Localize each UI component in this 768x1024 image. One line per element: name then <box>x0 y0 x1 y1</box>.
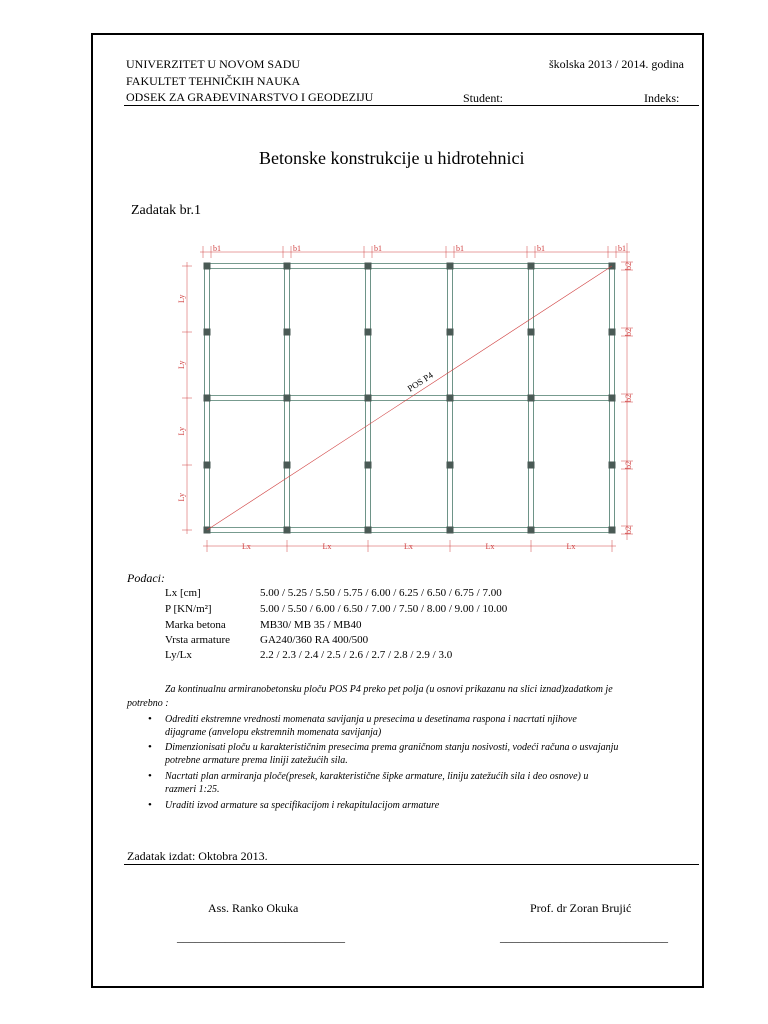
column-square <box>365 527 372 534</box>
task-item-line-1: Nacrtati plan armiranja ploče(presek, karakteristične šipke armature, liniju zatežućih sila i deo osnove) u <box>165 771 589 782</box>
bottom-dim-label: Lx <box>242 542 251 551</box>
right-dim-label: b2 <box>624 461 633 469</box>
right-dim-label: b2 <box>624 526 633 534</box>
column-square <box>528 462 535 469</box>
column-square <box>528 263 535 270</box>
task-item-line-1: Odrediti ekstremne vrednosti momenata savijanja u presecima u desetinama raspona i nacrtati njihove <box>165 714 577 725</box>
podaci-row-value: 5.00 / 5.50 / 6.00 / 6.50 / 7.00 / 7.50 / 8.00 / 9.00 / 10.00 <box>260 603 508 615</box>
top-dim-label: b1 <box>374 244 382 253</box>
column-square <box>528 527 535 534</box>
column-square <box>609 527 616 534</box>
column-square <box>447 462 454 469</box>
column-square <box>204 462 211 469</box>
column-square <box>284 462 291 469</box>
top-dim-label: b1 <box>537 244 545 253</box>
intro-line-1: Za kontinualnu armiranobetonsku ploču POS P4 preko pet polja (u osnovi prikazanu na slici iznad)zadatkom je <box>165 684 613 695</box>
faculty-name: FAKULTET TEHNIČKIH NAUKA <box>126 74 301 88</box>
podaci-row-value: GA240/360 RA 400/500 <box>260 634 369 646</box>
assistant-signature-line: ____________________________ <box>177 930 345 944</box>
left-dim-label: Ly <box>177 493 186 502</box>
podaci-row-label: Ly/Lx <box>165 649 192 661</box>
column-square <box>204 395 211 402</box>
bullet-icon: • <box>148 713 152 725</box>
column-square <box>365 395 372 402</box>
podaci-row-label: Lx [cm] <box>165 587 201 599</box>
column-square <box>528 329 535 336</box>
column-square <box>609 395 616 402</box>
column-square <box>365 263 372 270</box>
assistant-name: Ass. Ranko Okuka <box>208 901 299 915</box>
task-item-line-1: Dimenzionisati ploču u karakterističnim presecima prema graničnom stanju nosivosti, vodeći računa o usvajanju <box>165 742 619 753</box>
podaci-row-value: 5.00 / 5.25 / 5.50 / 5.75 / 6.00 / 6.25 / 6.50 / 6.75 / 7.00 <box>260 587 502 599</box>
column-square <box>528 395 535 402</box>
left-dim-label: Ly <box>177 427 186 436</box>
diagonal-label: POS P4 <box>405 369 435 394</box>
task-item-line-1: Uraditi izvod armature sa specifikacijom i rekapitulacijom armature <box>165 800 440 811</box>
podaci-label: Podaci: <box>127 571 165 585</box>
column-square <box>204 329 211 336</box>
column-square <box>609 462 616 469</box>
column-square <box>204 263 211 270</box>
top-dim-label: b1 <box>293 244 301 253</box>
column-square <box>609 329 616 336</box>
right-dim-label: b2 <box>624 328 633 336</box>
podaci-row-label: P [KN/m²] <box>165 603 212 615</box>
task-item-line-2: razmeri 1:25. <box>165 784 220 795</box>
column-square <box>284 527 291 534</box>
issued-divider <box>124 864 699 865</box>
school-year: školska 2013 / 2014. godina <box>549 57 684 71</box>
student-label: Student: <box>463 91 504 105</box>
document-title: Betonske konstrukcije u hidrotehnici <box>259 148 525 168</box>
column-square <box>284 329 291 336</box>
issued-date: Zadatak izdat: Oktobra 2013. <box>127 849 268 863</box>
diagonal-line <box>207 266 612 530</box>
bottom-dim-label: Lx <box>566 542 576 551</box>
left-dim-label: Ly <box>177 294 186 303</box>
bullet-icon: • <box>148 770 152 782</box>
column-square <box>447 527 454 534</box>
professor-signature-line: ____________________________ <box>500 930 668 944</box>
column-square <box>447 329 454 336</box>
professor-name: Prof. dr Zoran Brujić <box>530 901 632 915</box>
right-dim-label: b2 <box>624 262 633 270</box>
intro-line-2: potrebno : <box>127 698 169 709</box>
top-dim-label: b1 <box>618 244 626 253</box>
column-square <box>284 263 291 270</box>
bullet-icon: • <box>148 799 152 811</box>
bottom-dim-label: Lx <box>322 542 332 551</box>
task-item-line-2: potrebne armature prema liniji zatežućih sila. <box>165 755 348 766</box>
column-square <box>365 462 372 469</box>
column-square <box>447 263 454 270</box>
department-name: ODSEK ZA GRAĐEVINARSTVO I GEODEZIJU <box>126 90 374 104</box>
bottom-dim-label: Lx <box>404 542 413 551</box>
task-item-line-2: dijagrame (anvelopu ekstremnih momenata savijanja) <box>165 727 382 738</box>
column-square <box>447 395 454 402</box>
podaci-row-value: 2.2 / 2.3 / 2.4 / 2.5 / 2.6 / 2.7 / 2.8 / 2.9 / 3.0 <box>260 649 453 661</box>
right-dim-label: b2 <box>624 394 633 402</box>
bullet-icon: • <box>148 741 152 753</box>
column-square <box>365 329 372 336</box>
left-dim-label: Ly <box>177 360 186 369</box>
top-dim-label: b1 <box>213 244 221 253</box>
podaci-row-label: Vrsta armature <box>165 634 231 646</box>
bottom-dim-label: Lx <box>485 542 495 551</box>
top-dim-label: b1 <box>456 244 464 253</box>
column-square <box>284 395 291 402</box>
task-number: Zadatak br.1 <box>131 203 201 218</box>
index-label: Indeks: <box>644 91 680 105</box>
university-name: UNIVERZITET U NOVOM SADU <box>126 57 301 71</box>
podaci-row-label: Marka betona <box>165 619 226 631</box>
podaci-row-value: MB30/ MB 35 / MB40 <box>260 619 362 631</box>
